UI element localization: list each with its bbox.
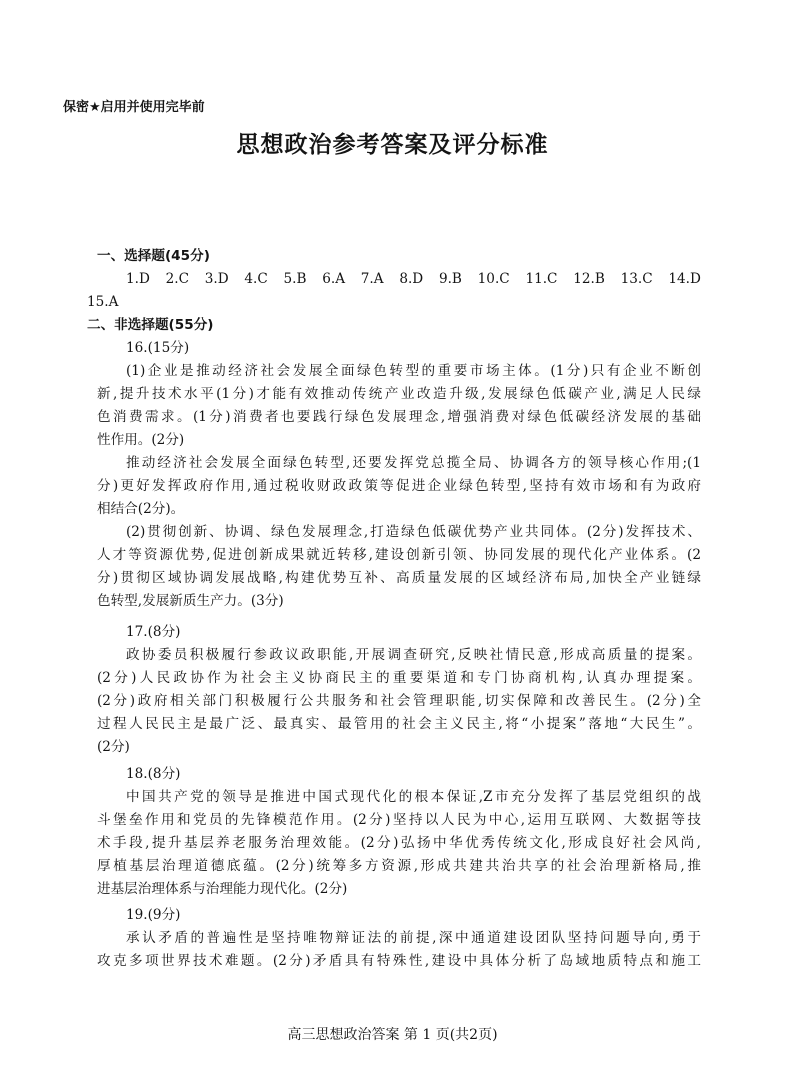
q16-text-line: (1)企业是推动经济社会发展全面绿色转型的重要市场主体。(1分)只有企业不断创 <box>126 363 701 379</box>
q19-text-line: 承认矛盾的普遍性是坚持唯物辩证法的前提,深中通道建设团队坚持问题导向,勇于 <box>126 930 701 946</box>
confidential-label: 保密★启用并使用完毕前 <box>63 100 205 115</box>
q16-text-line: 性作用。(2分) <box>97 432 185 448</box>
choice-answer: 5.B <box>283 271 307 287</box>
choice-answer: 2.C <box>165 271 189 287</box>
q16-text-line: 色转型,发展新质生产力。(3分) <box>97 593 284 609</box>
choice-answer: 10.C <box>477 271 510 287</box>
question-18-label: 18.(8分) <box>126 766 181 782</box>
section-heading-choice: 一、选择题(45分) <box>97 248 210 264</box>
choice-answer: 12.B <box>573 271 605 287</box>
q16-text-line: 人才等资源优势,促进创新成果就近转移,建设创新引领、协同发展的现代化产业体系。(2 <box>97 547 701 563</box>
page-footer: 高三思想政治答案 第 1 页(共2页) <box>287 1027 498 1043</box>
q16-text-line: 推动经济社会发展全面绿色转型,还要发挥党总揽全局、协调各方的领导核心作用;(1 <box>126 455 701 471</box>
q18-text-line: 厚植基层治理道德底蕴。(2分)统筹多方资源,形成共建共治共享的社会治理新格局,推 <box>97 858 701 874</box>
choice-answers-row <box>126 269 701 289</box>
q16-text-line: (2)贯彻创新、协调、绿色发展理念,打造绿色低碳优势产业共同体。(2分)发挥技术、 <box>126 524 701 540</box>
section-heading-nonchoice: 二、非选择题(55分) <box>87 317 214 333</box>
q17-text-line: 政协委员积极履行参政议政职能,开展调查研究,反映社情民意,形成高质量的提案。 <box>126 647 701 663</box>
choice-answer: 13.C <box>620 271 653 287</box>
choice-answer: 4.C <box>244 271 268 287</box>
choice-answer: 8.D <box>399 271 424 287</box>
q18-text-line: 进基层治理体系与治理能力现代化。(2分) <box>97 881 348 897</box>
q17-text-line: (2分)政府相关部门积极履行公共服务和社会管理职能,切实保障和改善民生。(2分)全 <box>97 693 701 709</box>
q18-text-line: 中国共产党的领导是推进中国式现代化的根本保证,Z市充分发挥了基层党组织的战 <box>126 789 701 805</box>
q17-text-line: (2分) <box>97 739 130 755</box>
q17-text-line: 过程人民民主是最广泛、最真实、最管用的社会主义民主,将“小提案”落地“大民生”。 <box>97 716 701 732</box>
question-19-label: 19.(9分) <box>126 907 181 923</box>
choice-answer: 6.A <box>322 271 346 287</box>
choice-answer: 14.D <box>668 271 701 287</box>
choice-answer: 3.D <box>204 271 229 287</box>
page-title: 思想政治参考答案及评分标准 <box>236 132 549 158</box>
choice-answer: 11.C <box>525 271 558 287</box>
choice-answer-last: 15.A <box>87 294 119 310</box>
q19-text-line: 攻克多项世界技术难题。(2分)矛盾具有特殊性,建设中具体分析了岛域地质特点和施工 <box>97 953 701 969</box>
q18-text-line: 斗堡垒作用和党员的先锋模范作用。(2分)坚持以人民为中心,运用互联网、大数据等技 <box>97 812 701 828</box>
question-17-label: 17.(8分) <box>126 624 181 640</box>
choice-answer: 9.B <box>438 271 462 287</box>
q16-text-line: 色消费需求。(1分)消费者也要践行绿色发展理念,增强消费对绿色低碳经济发展的基础 <box>97 409 701 425</box>
choice-answer: 7.A <box>360 271 384 287</box>
q16-text-line: 相结合(2分)。 <box>97 501 185 517</box>
q16-text-line: 新,提升技术水平(1分)才能有效推动传统产业改造升级,发展绿色低碳产业,满足人民绿 <box>97 386 701 402</box>
choice-answer: 1.D <box>126 271 150 287</box>
q18-text-line: 术手段,提升基层养老服务治理效能。(2分)弘扬中华优秀传统文化,形成良好社会风尚, <box>97 835 701 851</box>
q16-text-line: 分)贯彻区域协调发展战略,构建优势互补、高质量发展的区域经济布局,加快全产业链绿 <box>97 570 701 586</box>
q17-text-line: (2分)人民政协作为社会主义协商民主的重要渠道和专门协商机构,认真办理提案。 <box>97 670 701 686</box>
question-16-label: 16.(15分) <box>126 340 190 356</box>
q16-text-line: 分)更好发挥政府作用,通过税收财政政策等促进企业绿色转型,坚持有效市场和有为政府 <box>97 478 701 494</box>
